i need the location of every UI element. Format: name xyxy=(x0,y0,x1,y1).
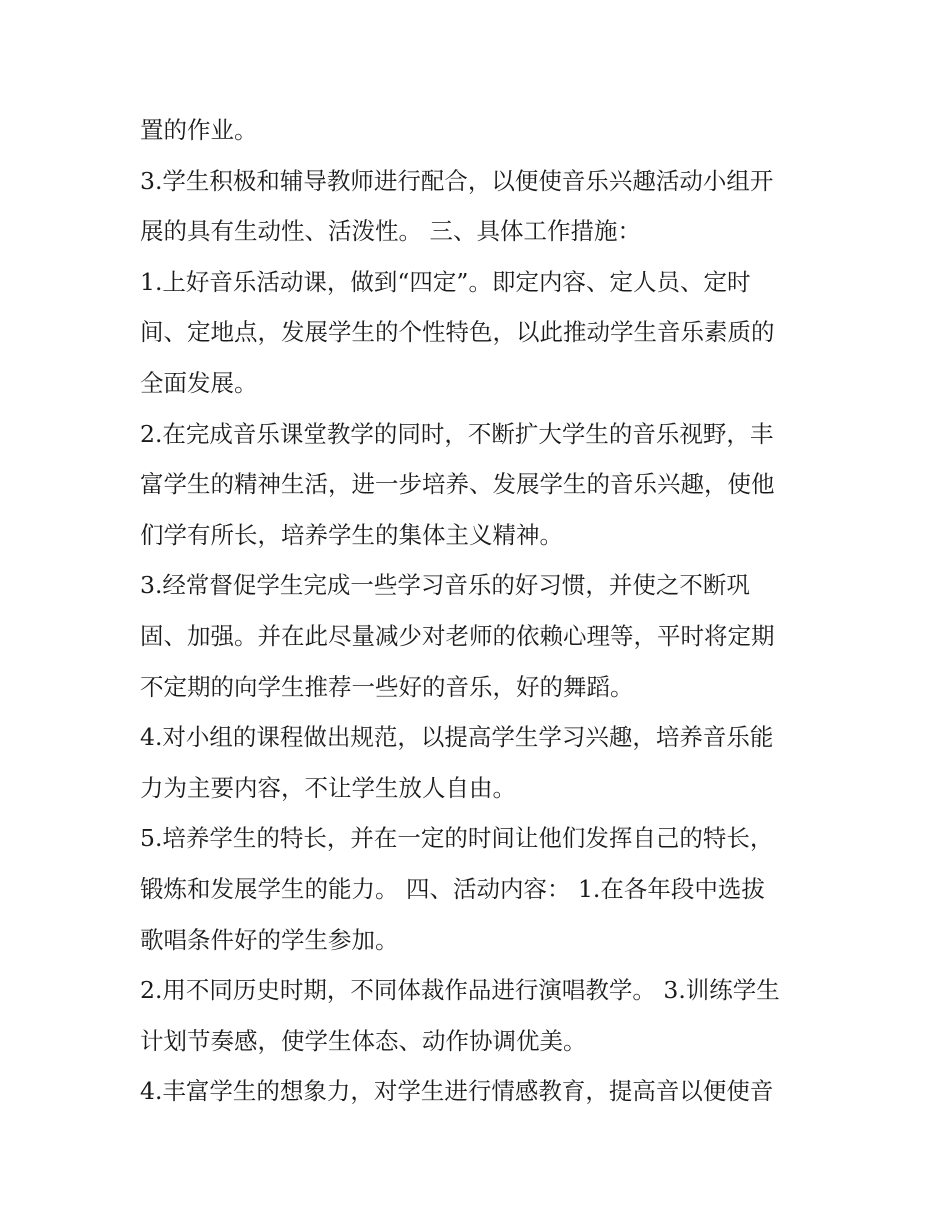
text-line: 全面发展。 xyxy=(140,368,258,397)
text-line: 5.培养学生的特长，并在一定的时间让他们发挥自己的特长， xyxy=(140,824,774,853)
text-line: 富学生的精神生活，进一步培养、发展学生的音乐兴趣，使他 xyxy=(140,470,775,499)
document-body xyxy=(140,105,820,1117)
text-line: 4.丰富学生的想象力，对学生进行情感教育，提高音以便使音 xyxy=(140,1077,774,1106)
text-line: 3.经常督促学生完成一些学习音乐的好习惯，并使之不断巩 xyxy=(140,571,750,600)
text-line: 3.学生积极和辅导教师进行配合，以便使音乐兴趣活动小组开 xyxy=(140,166,774,195)
text-line: 不定期的向学生推荐一些好的音乐，好的舞蹈。 xyxy=(140,672,634,701)
text-line: 固、加强。并在此尽量减少对老师的依赖心理等，平时将定期 xyxy=(140,621,775,650)
text-line: 4.对小组的课程做出规范，以提高学生学习兴趣，培养音乐能 xyxy=(140,723,774,752)
text-line: 计划节奏感，使学生体态、动作协调优美。 xyxy=(140,1026,587,1055)
text-line: 间、定地点，发展学生的个性特色，以此推动学生音乐素质的 xyxy=(140,318,775,347)
text-line: 锻炼和发展学生的能力。 四、活动内容： 1.在各年段中选拔 xyxy=(140,874,765,903)
text-line: 2.在完成音乐课堂教学的同时，不断扩大学生的音乐视野，丰 xyxy=(140,419,774,448)
text-line: 力为主要内容，不让学生放人自由。 xyxy=(140,773,516,802)
text-line: 们学有所长，培养学生的集体主义精神。 xyxy=(140,520,563,549)
text-line: 歌唱条件好的学生参加。 xyxy=(140,925,399,954)
text-line: 1.上好音乐活动课，做到“四定”。即定内容、定人员、定时 xyxy=(140,267,751,296)
text-line: 置的作业。 xyxy=(140,116,258,144)
text-line: 展的具有生动性、活泼性。 三、具体工作措施： xyxy=(140,217,641,246)
text-line: 2.用不同历史时期，不同体裁作品进行演唱教学。 3.训练学生 xyxy=(140,976,780,1005)
